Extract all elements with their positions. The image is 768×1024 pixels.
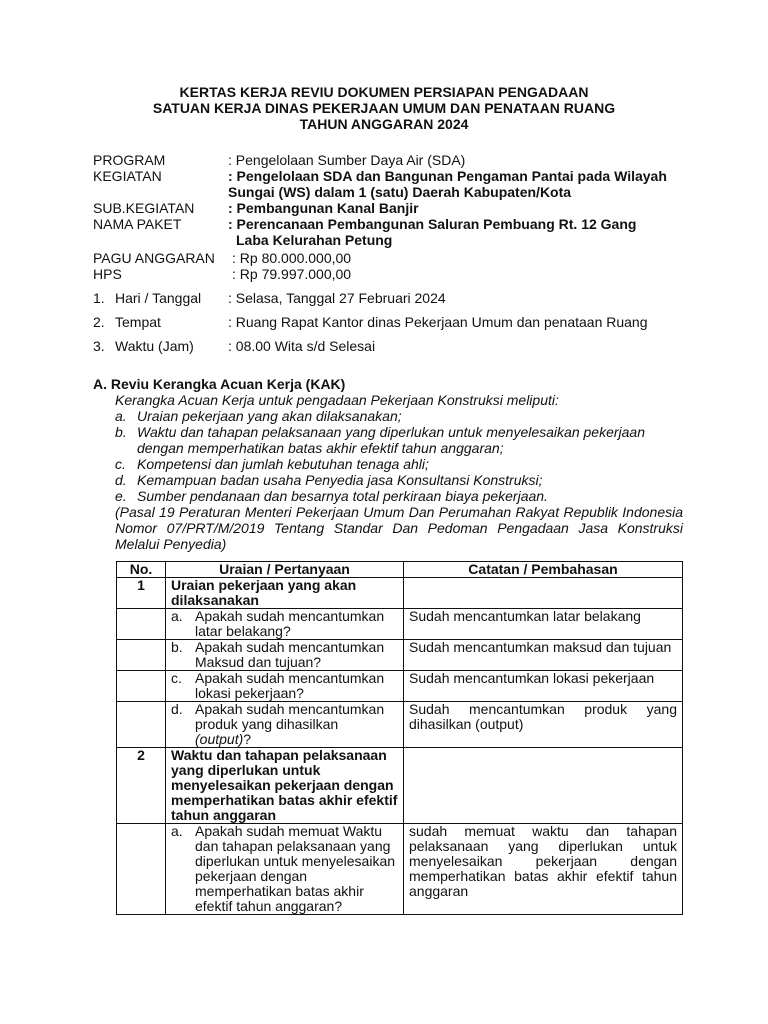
pagu-value: : Rp 80.000.000,00 <box>232 250 352 266</box>
table-row: a. Apakah sudah memuat Waktu dan tahapan pelaksanaan yang diperlukan untuk menyelesaikan pekerjaan dengan memperhatikan batas akhir efektif tahun anggaran? sudah memuat waktu dan tahapan pelaksanaan yang diperlukan untuk menyelesaikan pekerjaan dengan memperhatikan batas akhir efektif tahun anggaran <box>117 824 683 915</box>
list-item: b. Waktu dan tahapan pelaksanaan yang diperlukan untuk menyelesaikan pekerjaan dengan memperhatikan batas akhir efektif tahun anggaran; <box>115 424 645 456</box>
subkegiatan-label: SUB.KEGIATAN <box>93 200 195 216</box>
table-row: b. Apakah sudah mencantumkan Maksud dan tujuan? Sudah mencantumkan maksud dan tujuan <box>117 640 683 671</box>
table-header-row <box>117 562 683 578</box>
table-row: 1 Uraian pekerjaan yang akan dilaksanakan <box>117 578 683 609</box>
kegiatan-label: KEGIATAN <box>93 168 162 184</box>
section-a <box>93 376 683 552</box>
regulation-reference: (Pasal 19 Peraturan Menteri Pekerjaan Umum Dan Perumahan Rakyat Republik Indonesia Nomor 07/PRT/M/2019 Tentang Standar Dan Pedoman Pengadaan Jasa Konstruksi Melalui Penyedia) <box>115 504 683 552</box>
hps-value: : Rp 79.997.000,00 <box>232 266 352 282</box>
meeting-details <box>93 290 683 362</box>
table-row: a. Apakah sudah mencantumkan latar belakang? Sudah mencantumkan latar belakang <box>117 609 683 640</box>
list-item: a. Uraian pekerjaan yang akan dilaksanakan; <box>115 408 402 424</box>
section-a-heading: A. Reviu Kerangka Acuan Kerja (KAK) <box>93 376 346 392</box>
pagu-label: PAGU ANGGARAN <box>93 250 215 266</box>
header-notes: Catatan / Pembahasan <box>404 562 683 578</box>
list-item: c. Kompetensi dan jumlah kebutuhan tenaga ahli; <box>115 456 429 472</box>
program-info <box>93 152 683 282</box>
list-item: e. Sumber pendanaan dan besarnya total perkiraan biaya pekerjaan. <box>115 488 548 504</box>
title-line-3: TAHUN ANGGARAN 2024 <box>299 116 469 132</box>
table-row: c. Apakah sudah mencantumkan lokasi pekerjaan? Sudah mencantumkan lokasi pekerjaan <box>117 671 683 702</box>
kegiatan-value-2: Sungai (WS) dalam 1 (satu) Daerah Kabupaten/Kota <box>228 184 572 200</box>
list-item: 1. Hari / Tanggal : Selasa, Tanggal 27 Februari 2024 <box>93 290 446 306</box>
hps-label: HPS <box>93 266 122 282</box>
program-value: : Pengelolaan Sumber Daya Air (SDA) <box>228 152 466 168</box>
kegiatan-value-1: : Pengelolaan SDA dan Bangunan Pengaman Pantai pada Wilayah <box>228 168 667 184</box>
list-item: d. Kemampuan badan usaha Penyedia jasa Konsultansi Konstruksi; <box>115 472 543 488</box>
program-label: PROGRAM <box>93 152 166 168</box>
paket-value-1: : Perencanaan Pembangunan Saluran Pembuang Rt. 12 Gang <box>228 216 637 232</box>
table-row: d. Apakah sudah mencantumkan produk yang dihasilkan (output)? Sudah mencantumkan produk yang dihasilkan (output) <box>117 702 683 748</box>
review-table <box>116 561 683 915</box>
paket-value-2: Laba Kelurahan Petung <box>236 232 393 248</box>
subkegiatan-value: : Pembangunan Kanal Banjir <box>228 200 419 216</box>
table-row: 2 Waktu dan tahapan pelaksanaan yang diperlukan untuk menyelesaikan pekerjaan dengan memperhatikan batas akhir efektif tahun anggaran <box>117 748 683 824</box>
list-item: 2. Tempat : Ruang Rapat Kantor dinas Pekerjaan Umum dan penataan Ruang <box>93 314 648 330</box>
header-question: Uraian / Pertanyaan <box>166 562 404 578</box>
title-line-1: KERTAS KERJA REVIU DOKUMEN PERSIAPAN PENGADAAN <box>179 84 589 100</box>
list-item: 3. Waktu (Jam) : 08.00 Wita s/d Selesai <box>93 338 376 354</box>
document-title <box>0 84 768 132</box>
paket-label: NAMA PAKET <box>93 216 182 232</box>
title-line-2: SATUAN KERJA DINAS PEKERJAAN UMUM DAN PENATAAN RUANG <box>152 100 616 116</box>
section-a-intro: Kerangka Acuan Kerja untuk pengadaan Pekerjaan Konstruksi meliputi: <box>115 392 559 408</box>
header-no: No. <box>117 562 166 578</box>
